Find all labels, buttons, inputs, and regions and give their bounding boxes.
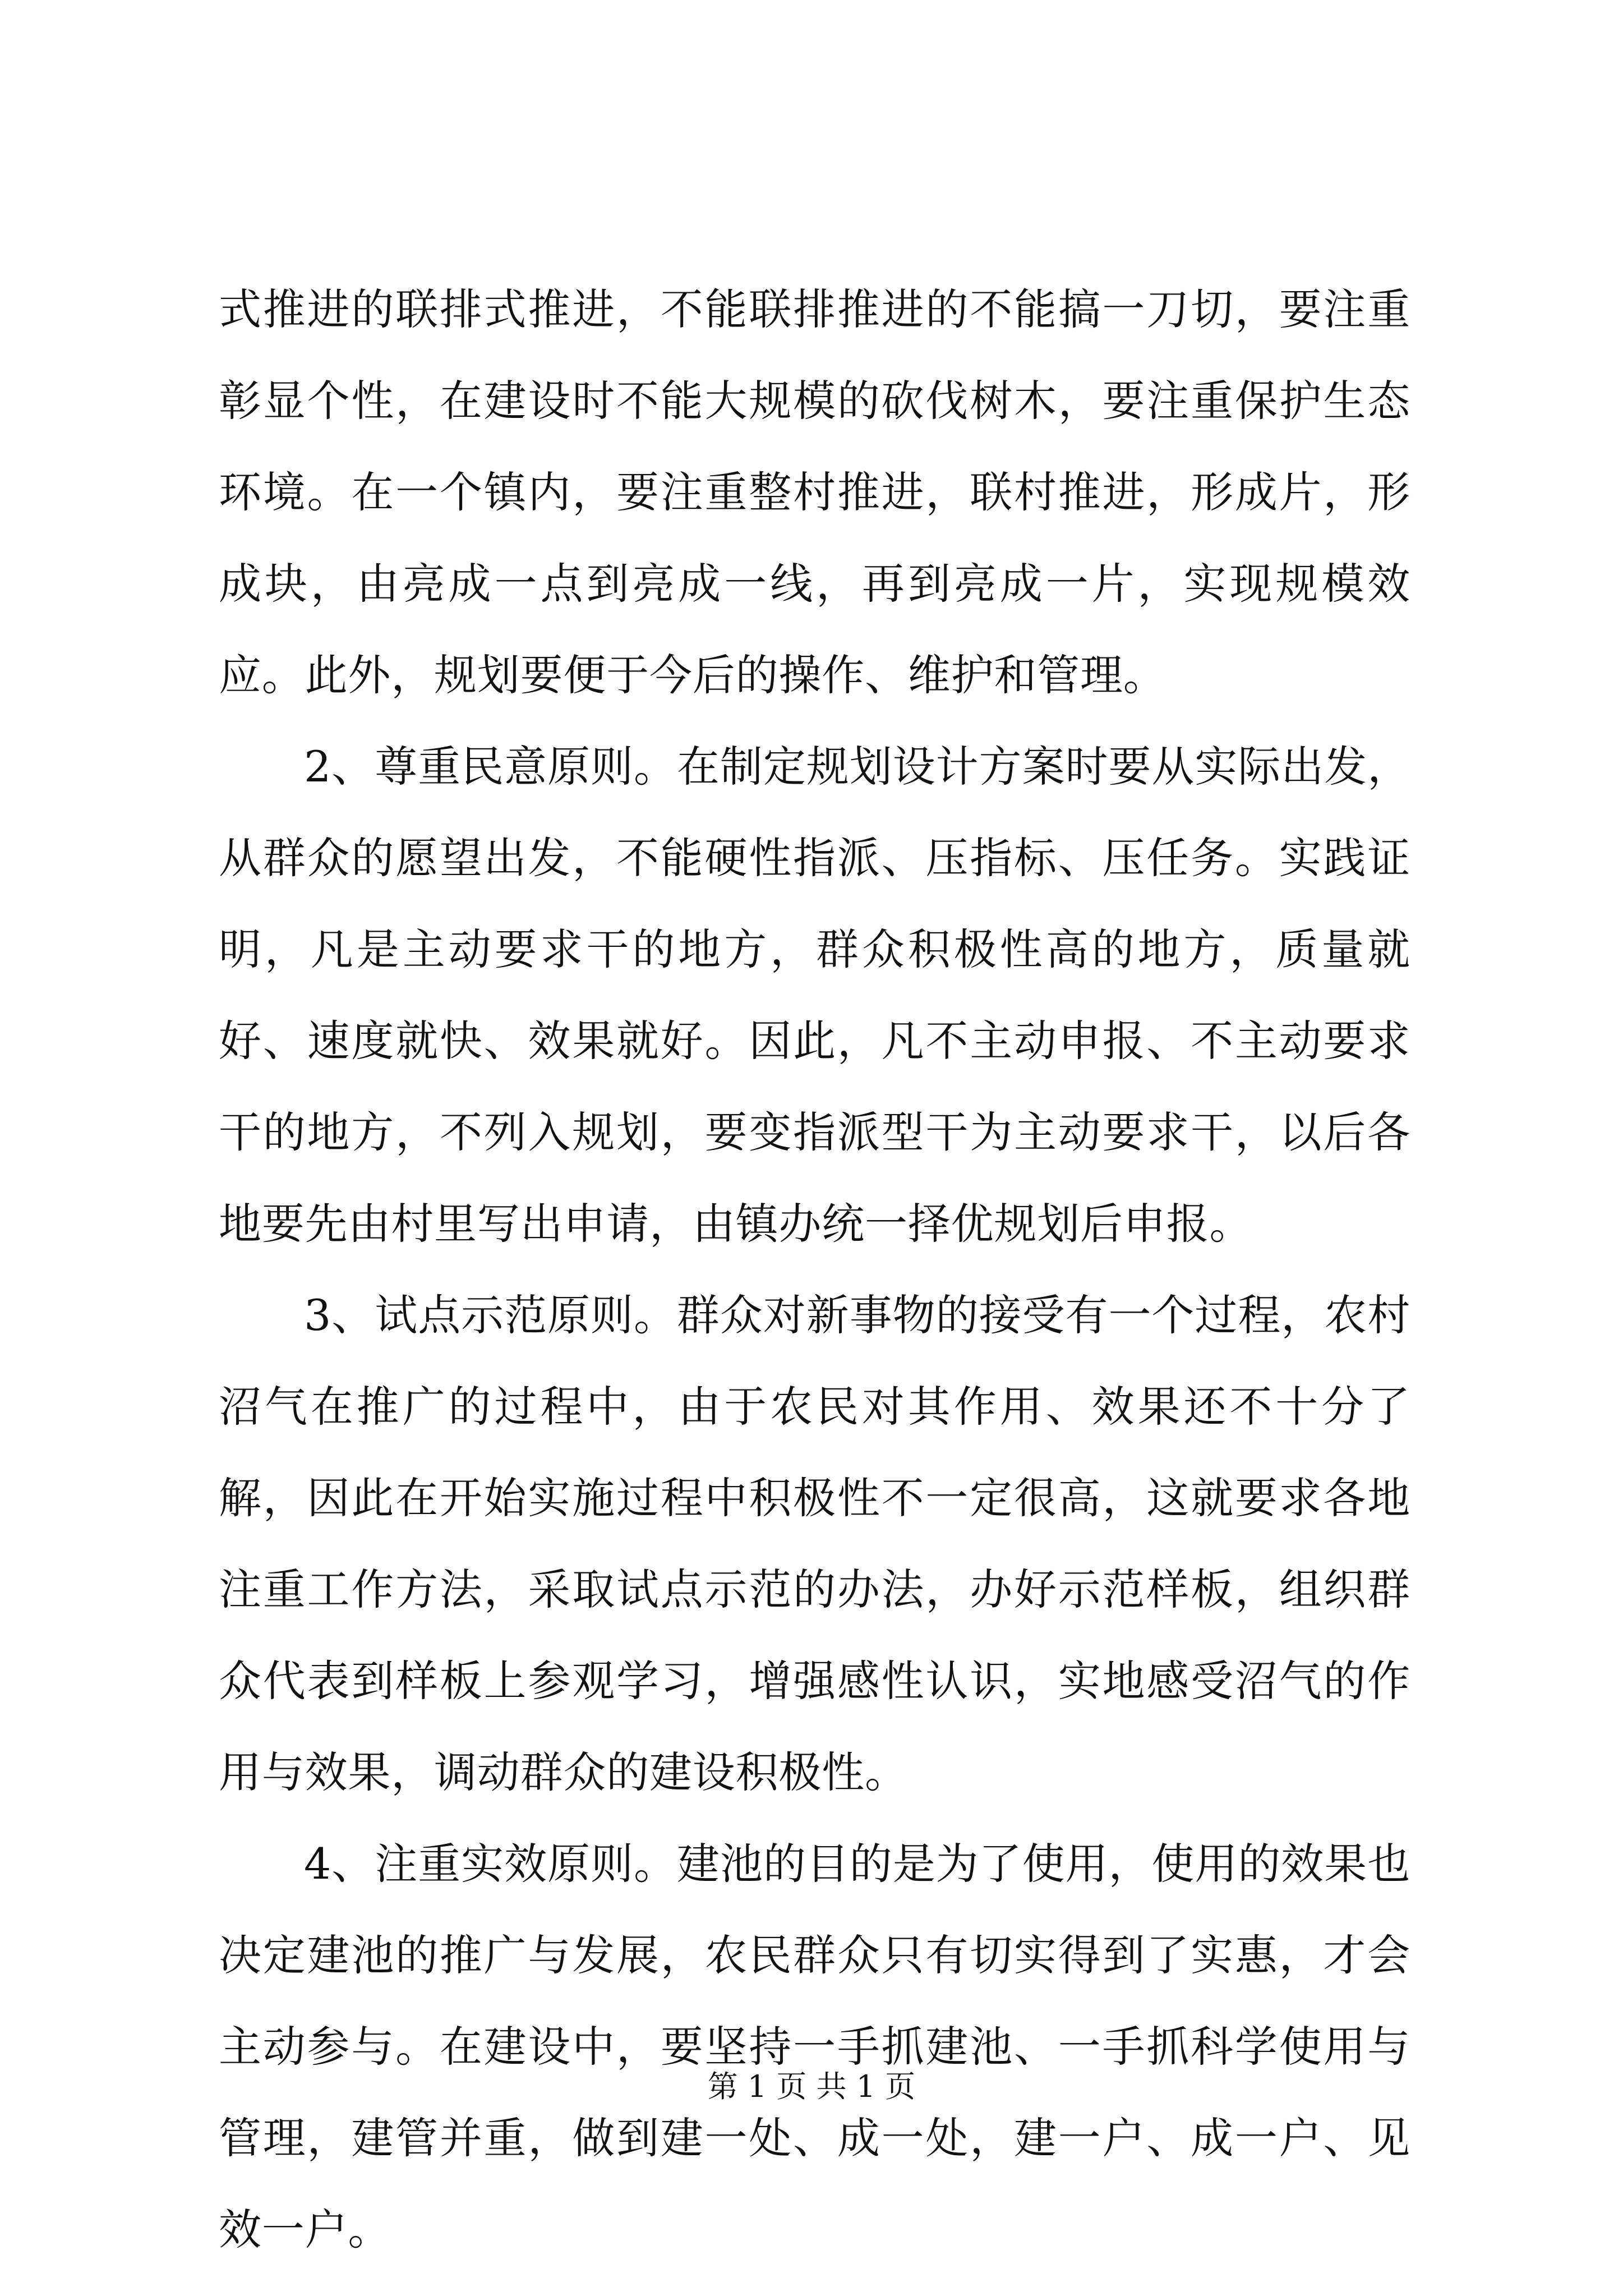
paragraph-principle-4: 4、注重实效原则。建池的目的是为了使用，使用的效果也决定建池的推广与发展，农民群众只有切实得到了实惠，才会主动参与。在建设中，要坚持一手抓建池、一手抓科学使用与管理，建管并重，做到建一处、成一处，建一户、成一户、见效一户。 xyxy=(219,1839,1410,2254)
document-body xyxy=(219,264,1410,2275)
paragraph-principle-2: 2、尊重民意原则。在制定规划设计方案时要从实际出发，从群众的愿望出发，不能硬性指派、压指标、压任务。实践证明，凡是主动要求干的地方，群众积极性高的地方，质量就好、速度就快、效果就好。因此，凡不主动申报、不主动要求干的地方，不列入规划，要变指派型干为主动要求干，以后各地要先由村里写出申请，由镇办统一择优规划后申报。 xyxy=(219,742,1410,1249)
paragraph-continuation: 式推进的联排式推进，不能联排推进的不能搞一刀切，要注重彰显个性，在建设时不能大规模的砍伐树木，要注重保护生态环境。在一个镇内，要注重整村推进，联村推进，形成片，形成块，由亮成一点到亮成一线，再到亮成一片，实现规模效应。此外，规划要便于今后的操作、维护和管理。 xyxy=(219,284,1410,700)
paragraph-principle-3: 3、试点示范原则。群众对新事物的接受有一个过程，农村沼气在推广的过程中，由于农民对其作用、效果还不十分了解，因此在开始实施过程中积极性不一定很高，这就要求各地注重工作方法，采取试点示范的办法，办好示范样板，组织群众代表到样板上参观学习，增强感性认识，实地感受沼气的作用与效果，调动群众的建设积极性。 xyxy=(219,1290,1410,1797)
page-number-footer: 第 1 页 共 1 页 xyxy=(707,2069,916,2104)
